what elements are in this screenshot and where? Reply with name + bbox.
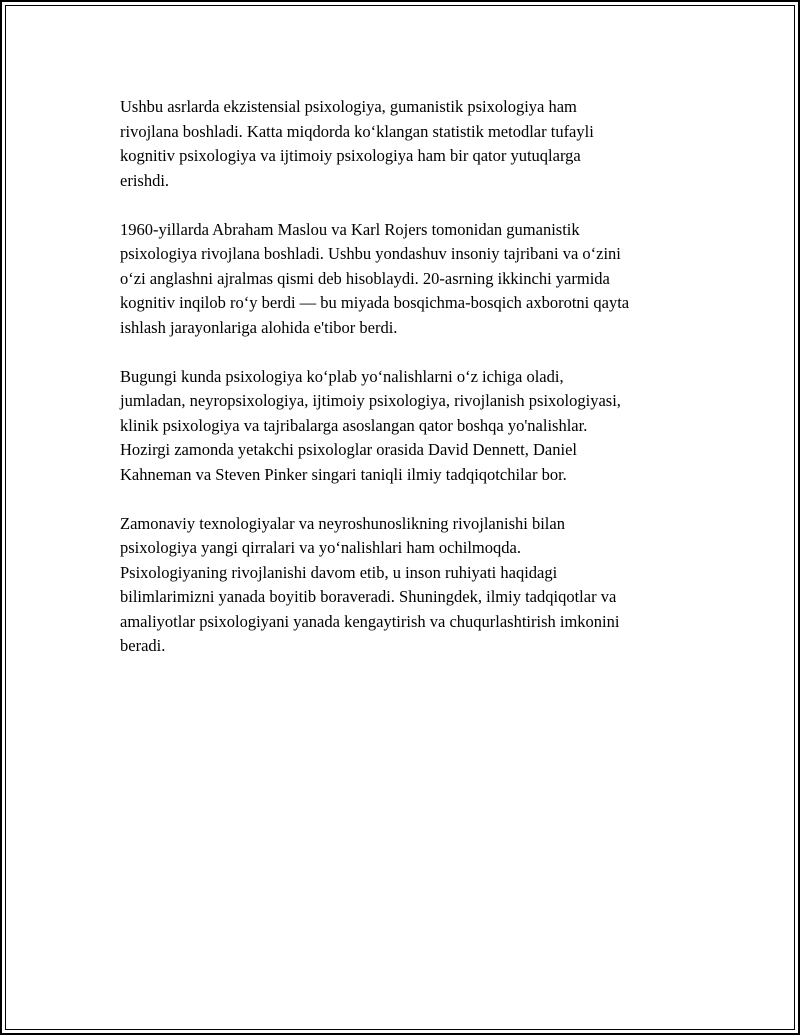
text-line: kognitiv inqilob ro‘y berdi — bu miyada bosqichma-bosqich axborotni qayta — [120, 293, 630, 312]
document-body — [120, 95, 700, 683]
text-line: Ushbu asrlarda ekzistensial psixologiya, gumanistik psixologiya ham — [120, 97, 577, 116]
text-line: Psixologiyaning rivojlanishi davom etib, u inson ruhiyati haqidagi — [120, 562, 558, 582]
text-line: jumladan, neyropsixologiya, ijtimoiy psixologiya, rivojlanish psixologiyasi, — [120, 391, 621, 410]
text-line: rivojlana boshladi. Katta miqdorda ko‘klangan statistik metodlar tufayli — [120, 121, 594, 141]
text-line: klinik psixologiya va tajribalarga asoslangan qator boshqa yo'nalishlar. — [120, 415, 588, 435]
text-line: amaliyotlar psixologiyani yanada kengaytirish va chuqurlashtirish imkonini — [120, 611, 620, 631]
paragraph-3 — [120, 365, 700, 488]
text-line: psixologiya yangi qirralari va yo‘nalishlari ham ochilmoqda. — [120, 538, 521, 557]
text-line: ishlash jarayonlariga alohida e'tibor berdi. — [120, 317, 398, 337]
paragraph-4 — [120, 512, 700, 659]
paragraph-2 — [120, 218, 700, 341]
text-line: psixologiya rivojlana boshladi. Ushbu yondashuv insoniy tajribani va o‘zini — [120, 244, 621, 263]
text-line: kognitiv psixologiya va ijtimoiy psixologiya ham bir qator yutuqlarga — [120, 146, 581, 165]
text-line: Bugungi kunda psixologiya ko‘plab yo‘nalishlarni o‘z ichiga oladi, — [120, 366, 564, 386]
text-line: bilimlarimizni yanada boyitib boraveradi. Shuningdek, ilmiy tadqiqotlar va — [120, 587, 617, 606]
text-line: Zamonaviy texnologiyalar va neyroshunoslikning rivojlanishi bilan — [120, 513, 565, 533]
text-line: 1960-yillarda Abraham Maslou va Karl Rojers tomonidan gumanistik — [120, 219, 580, 239]
text-line: erishdi. — [120, 170, 170, 190]
paragraph-1 — [120, 95, 700, 193]
text-line: o‘zi anglashni ajralmas qismi deb hisoblaydi. 20-asrning ikkinchi yarmida — [120, 268, 610, 288]
text-line: Hozirgi zamonda yetakchi psixologlar orasida David Dennett, Daniel — [120, 440, 577, 459]
text-line: beradi. — [120, 636, 166, 655]
text-line: Kahneman va Steven Pinker singari taniqli ilmiy tadqiqotchilar bor. — [120, 464, 567, 484]
